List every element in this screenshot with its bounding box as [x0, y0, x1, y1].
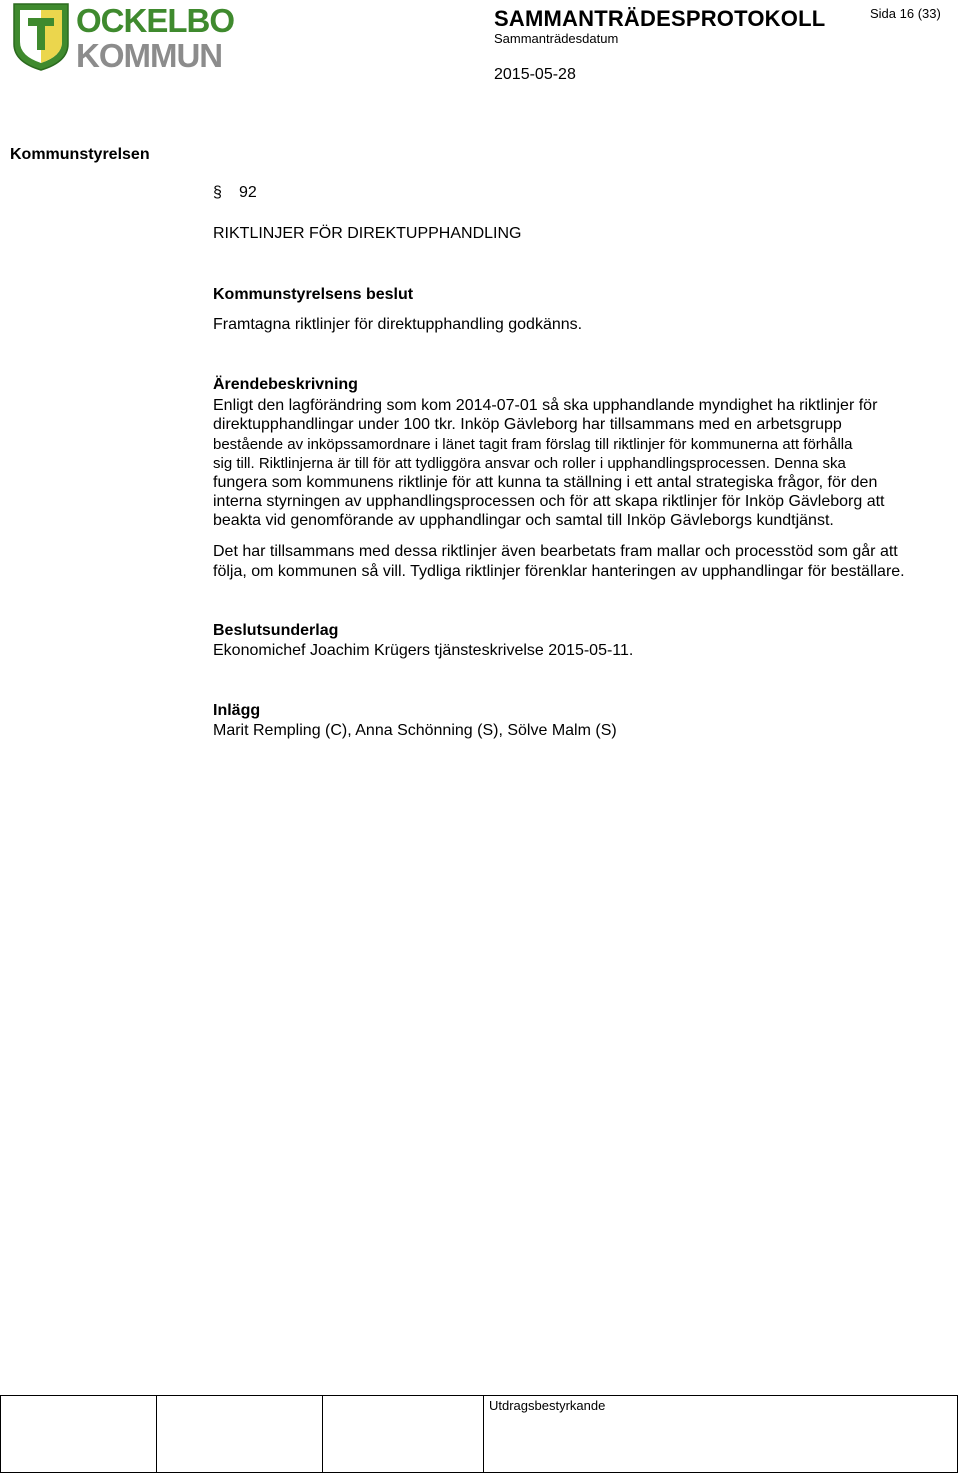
- description-line: sig till. Riktlinjerna är till för att tydliggöra ansvar och roller i upphandlingsprocessen. Denna ska: [213, 455, 846, 472]
- table-divider: [322, 1396, 323, 1472]
- description-heading: Ärendebeskrivning: [213, 376, 358, 393]
- table-divider: [156, 1396, 157, 1472]
- meeting-date: 2015-05-28: [494, 66, 576, 83]
- description-line: direktupphandlingar under 100 tkr. Inköp Gävleborg har tillsammans med en arbetsgrupp: [213, 416, 842, 433]
- basis-heading: Beslutsunderlag: [213, 622, 339, 639]
- basis-text: Ekonomichef Joachim Krügers tjänsteskrivelse 2015-05-11.: [213, 642, 634, 659]
- table-divider: [483, 1396, 484, 1472]
- description-line: Det har tillsammans med dessa riktlinjer även bearbetats fram mallar och processtöd som går att: [213, 543, 898, 560]
- description-line: fungera som kommunens riktlinje för att kunna ta ställning i ett antal strategiska frågor, för den: [213, 474, 878, 491]
- svg-text:KOMMUN: KOMMUN: [76, 37, 223, 74]
- document-title: SAMMANTRÄDESPROTOKOLL: [494, 6, 826, 31]
- description-line: bestående av inköpssamordnare i länet tagit fram förslag till riktlinjer för kommunerna att förhålla: [213, 436, 853, 453]
- committee-name: Kommunstyrelsen: [10, 146, 150, 163]
- item-number: 92: [239, 184, 257, 201]
- signature-table: [0, 1395, 958, 1473]
- decision-heading: Kommunstyrelsens beslut: [213, 286, 414, 303]
- page-number: Sida 16 (33): [870, 6, 941, 21]
- ockelbo-kommun-logo: [10, 0, 234, 74]
- description-line: följa, om kommunen så vill. Tydliga riktlinjer förenklar hanteringen av upphandlingar för beställare.: [213, 563, 905, 580]
- description-line: interna styrningen av upphandlingsprocessen och för att skapa riktlinjer för Inköp Gävleborg att: [213, 493, 885, 510]
- description-line: beakta vid genomförande av upphandlingar och samtal till Inköp Gävleborgs kundtjänst.: [213, 512, 834, 529]
- paragraph-sign: §: [213, 184, 222, 201]
- meeting-date-label: Sammanträdesdatum: [494, 31, 619, 46]
- decision-text: Framtagna riktlinjer för direktupphandling godkänns.: [213, 316, 583, 333]
- svg-text:OCKELBO: OCKELBO: [76, 2, 234, 39]
- item-title: RIKTLINJER FÖR DIREKTUPPHANDLING: [213, 225, 522, 242]
- municipal-crest-icon: [10, 0, 234, 74]
- description-line: Enligt den lagförändring som kom 2014-07-01 så ska upphandlande myndighet ha riktlinjer för: [213, 397, 878, 414]
- entries-heading: Inlägg: [213, 702, 261, 719]
- entries-text: Marit Rempling (C), Anna Schönning (S), Sölve Malm (S): [213, 722, 617, 739]
- signature-label: Utdragsbestyrkande: [489, 1398, 606, 1413]
